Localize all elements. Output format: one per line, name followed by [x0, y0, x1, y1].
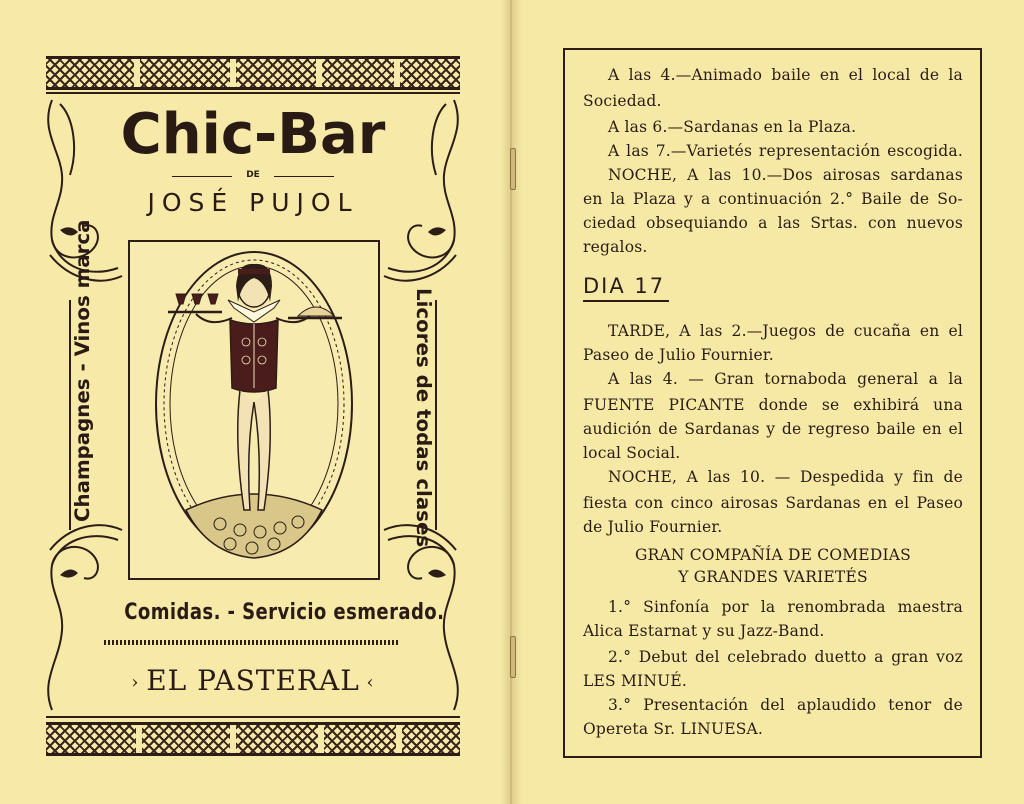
dotted-divider [104, 640, 400, 645]
program-line: FUENTE PICANTE donde se exhibirá una [583, 396, 963, 414]
program-line: A las 6.—Sardanas en la Plaza. [608, 118, 857, 136]
waiter-illustration-frame [128, 240, 380, 580]
day-heading-rule [583, 300, 669, 302]
program-line: de Julio Fournier. [583, 518, 723, 536]
program-line: regalos. [583, 238, 648, 256]
program-line: en la Plaza y a continuación 2.° Baile de So- [583, 190, 963, 208]
program-line: fiesta con cinco airosas Sardanas en el Paseo [583, 494, 963, 512]
licores-vertical-text: Licores de todas clases [411, 288, 434, 548]
program-line: local Social. [583, 444, 681, 462]
champagnes-vertical-text: Champagnes - Vinos marca [72, 219, 95, 522]
program-line: NOCHE, A las 10.—Dos airosas sardanas [608, 166, 963, 184]
program-line: Sociedad. [583, 92, 662, 110]
ornament-mark-right: ‹ [359, 672, 375, 693]
program-line: audición de Sardanas y de regreso baile en el [583, 420, 963, 438]
program-line: A las 4. — Gran tornaboda general a la [608, 370, 963, 388]
program-line: NOCHE, A las 10. — Despedida y fin de [608, 468, 963, 486]
day-heading: DIA 17 [583, 274, 666, 298]
program-item: Opereta Sr. LINUESA. [583, 720, 764, 738]
program-line: TARDE, A las 2.—Juegos de cucaña en el [608, 322, 963, 340]
ornament-mark-left: › [131, 672, 147, 693]
company-subheading: Y GRANDES VARIETÉS [678, 568, 868, 586]
program-item: 1.° Sinfonía por la renombrada maestra [608, 598, 963, 616]
program-line: ciedad obsequiando a las Srtas. con nuevos [583, 214, 963, 232]
binding-stitch [510, 148, 516, 190]
program-line: A las 4.—Animado baile en el local de la [608, 66, 963, 84]
de-label: DE [246, 170, 260, 180]
owner-name: JOSÉ PUJOL [147, 188, 359, 217]
program-item: 2.° Debut del celebrado duetto a gran voz [608, 648, 963, 666]
company-heading: GRAN COMPAÑÍA DE COMEDIAS [635, 546, 911, 564]
program-item: Alica Estarnat y su Jazz-Band. [583, 622, 825, 640]
location-line [96, 664, 410, 697]
program-line: A las 7.—Varietés representación escogida. [608, 142, 963, 160]
program-line: Paseo de Julio Fournier. [583, 346, 774, 364]
program-item: 3.° Presentación del aplaudido tenor de [608, 696, 963, 714]
bar-name-title: Chic-Bar [120, 102, 386, 167]
waiter-illustration [130, 242, 378, 578]
location-name: EL PASTERAL [146, 664, 360, 697]
program-item: LES MINUÉ. [583, 672, 688, 690]
binding-stitch [510, 636, 516, 678]
services-tagline: Comidas. - Servicio esmerado. [124, 600, 445, 625]
de-divider [172, 170, 334, 182]
